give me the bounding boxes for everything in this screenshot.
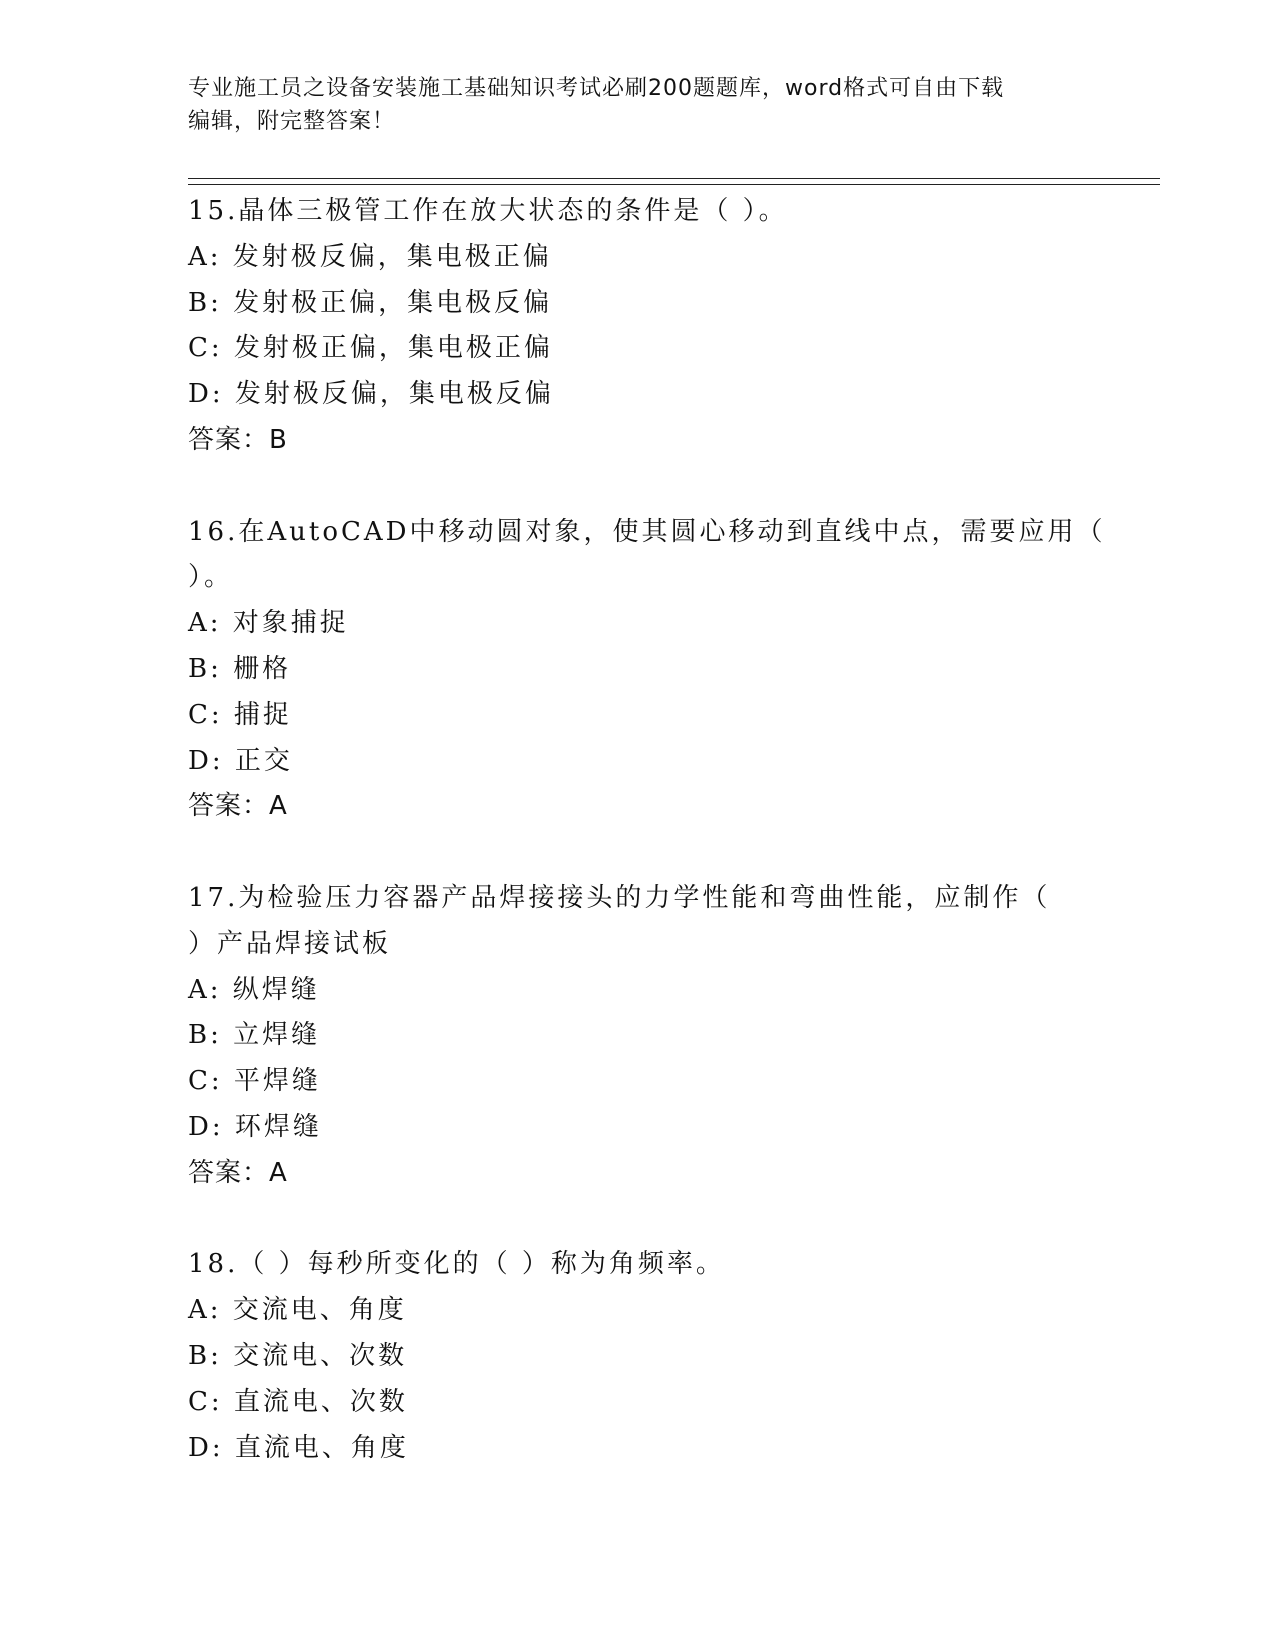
question-spacer <box>188 464 1088 510</box>
option-d: D: 发射极反偏，集电极反偏 <box>188 379 554 410</box>
option-b: B: 交流电、次数 <box>188 1340 408 1371</box>
option-d: D: 正交 <box>188 745 293 776</box>
header-line-1: 专业施工员之设备安装施工基础知识考试必刷200题题库，word格式可自由下载 <box>188 76 1005 101</box>
option-a: A: 发射极反偏，集电极正偏 <box>188 241 552 272</box>
option-d: D: 直流电、角度 <box>188 1432 409 1463</box>
header-divider-top <box>188 178 1160 179</box>
question-stem-continued: ）。 <box>188 562 234 593</box>
answer: 答案：A <box>188 791 288 822</box>
question-stem-continued: ）产品焊接试板 <box>188 928 392 959</box>
header-divider-bottom <box>188 184 1160 185</box>
question-18 <box>188 1242 1088 1471</box>
header-line-2: 编辑，附完整答案！ <box>188 109 396 134</box>
question-15 <box>188 189 1088 464</box>
option-a: A: 纵焊缝 <box>188 974 320 1005</box>
option-b: B: 栅格 <box>188 653 292 684</box>
option-d: D: 环焊缝 <box>188 1111 322 1142</box>
question-stem: 16.在AutoCAD中移动圆对象，使其圆心移动到直线中点，需要应用（ <box>188 516 1106 547</box>
option-a: A: 交流电、角度 <box>188 1295 407 1326</box>
question-list <box>188 189 1106 1471</box>
answer: 答案：B <box>188 424 288 455</box>
answer: 答案：A <box>188 1157 288 1188</box>
option-b: B: 立焊缝 <box>188 1020 321 1051</box>
question-17 <box>188 876 1088 1197</box>
question-spacer <box>188 830 1088 876</box>
option-c: C: 发射极正偏，集电极正偏 <box>188 333 553 364</box>
question-stem: 17.为检验压力容器产品焊接接头的力学性能和弯曲性能，应制作（ <box>188 882 1051 913</box>
option-c: C: 直流电、次数 <box>188 1386 408 1417</box>
question-stem: 15.晶体三极管工作在放大状态的条件是（ ）。 <box>188 196 788 226</box>
question-16 <box>188 510 1106 831</box>
option-c: C: 平焊缝 <box>188 1066 321 1097</box>
question-spacer <box>188 1197 1088 1243</box>
option-a: A: 对象捕捉 <box>188 608 349 639</box>
option-c: C: 捕捉 <box>188 699 292 730</box>
question-stem: 18.（ ）每秒所变化的（ ）称为角频率。 <box>188 1249 725 1280</box>
option-b: B: 发射极正偏，集电极反偏 <box>188 287 553 318</box>
document-header <box>188 72 1088 138</box>
